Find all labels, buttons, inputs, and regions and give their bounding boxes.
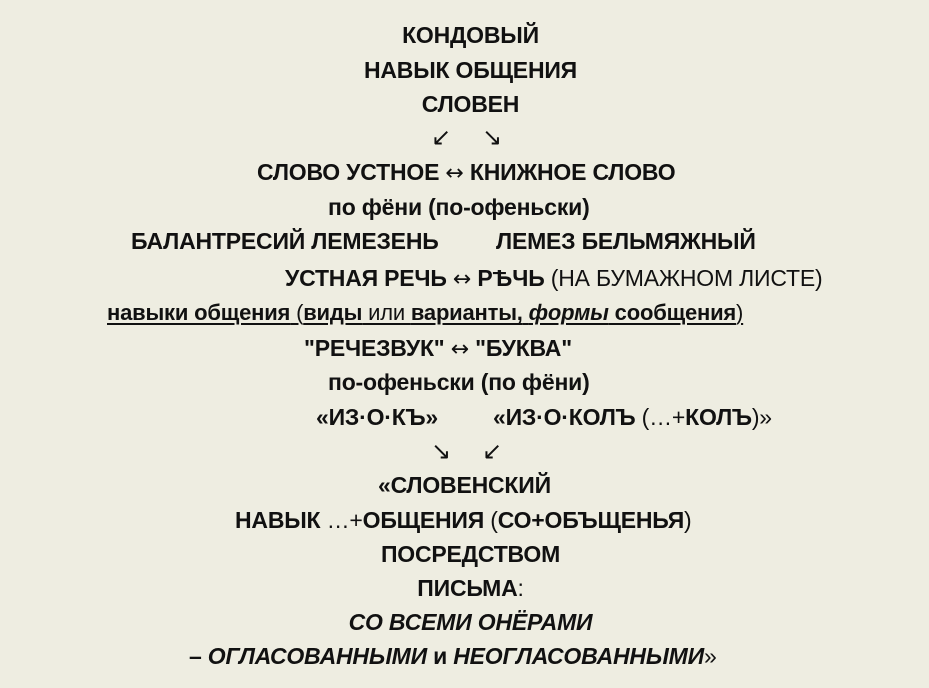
- navyk-c: ОБЩЕНИЯ: [362, 507, 485, 533]
- onery-line: [0, 608, 929, 636]
- skills-i: ): [736, 300, 744, 325]
- rechezvuk-text: "РЕЧЕЗВУК": [304, 335, 445, 361]
- double-arrow-icon: ↔: [450, 337, 469, 362]
- navyk-f: ): [684, 507, 692, 533]
- word-book-text: КНИЖНОЕ СЛОВО: [469, 159, 676, 185]
- izokol-a: «ИЗ·О·КОЛЪ: [493, 404, 636, 430]
- speech-oral-text: УСТНАЯ РЕЧЬ: [285, 265, 447, 291]
- navyk-e: СО+ОБЪЩЕНЬЯ: [497, 507, 685, 533]
- skills-line: [107, 299, 743, 327]
- lemez-text: ЛЕМЕЗ БЕЛЬМЯЖНЫЙ: [496, 228, 756, 254]
- posredstvom-text: ПОСРЕДСТВОМ: [380, 541, 561, 567]
- izok-text: «ИЗ·О·КЪ»: [316, 404, 438, 430]
- title-line: [0, 21, 929, 49]
- speech-line: [285, 264, 822, 294]
- final-c: и: [426, 643, 454, 669]
- subtitle-line: [0, 56, 929, 84]
- fenya-1-bold: по фёни: [328, 194, 422, 220]
- skills-d: или: [362, 300, 411, 325]
- fenya-2-bold: по-офеньски: [328, 369, 475, 395]
- arrow-right-down-icon: ↘: [482, 123, 503, 151]
- fenya-2-rest: (по фёни): [474, 369, 590, 395]
- balantresy-text: БАЛАНТРЕСИЙ ЛЕМЕЗЕНЬ: [131, 228, 439, 254]
- double-arrow-icon: ↔: [452, 267, 472, 292]
- skills-a: навыки общения: [107, 300, 291, 325]
- fenya-1-rest: (по-офеньски): [421, 194, 590, 220]
- slovensky-text: «СЛОВЕНСКИЙ: [378, 472, 551, 498]
- navyk-a: НАВЫК: [235, 507, 321, 533]
- speech-paper-bold: РѢЧЬ: [477, 265, 545, 291]
- izokol-d: )»: [751, 404, 772, 430]
- navyk-b: …+: [320, 507, 363, 533]
- word-oral-text: СЛОВО УСТНОЕ: [257, 159, 440, 185]
- sloven-line: [0, 90, 929, 118]
- izokol-b: (…+: [635, 404, 686, 430]
- arrow-left-down-icon: ↙: [431, 123, 452, 151]
- arrow-left-down-icon: ↙: [482, 437, 503, 465]
- navyk-line: [235, 506, 692, 534]
- skills-c: виды: [303, 300, 363, 325]
- pisma-line: [0, 574, 929, 602]
- double-arrow-icon: ↔: [445, 161, 464, 186]
- title-text: КОНДОВЫЙ: [402, 22, 539, 48]
- skills-e: варианты,: [410, 300, 523, 325]
- onery-text: СО ВСЕМИ ОНЁРАМИ: [348, 609, 593, 635]
- izokol-c: КОЛЪ: [685, 404, 752, 430]
- slovensky-line: [378, 471, 551, 499]
- speech-paper-rest: (НА БУМАЖНОМ ЛИСТЕ): [544, 265, 823, 291]
- final-e: »: [703, 643, 717, 669]
- pisma-b: :: [517, 575, 524, 601]
- arrow-right-down-icon: ↘: [431, 437, 452, 465]
- word-line: [257, 158, 675, 188]
- bukva-text: "БУКВА": [475, 335, 572, 361]
- fenya-line-1: [328, 193, 590, 221]
- final-a: –: [189, 643, 202, 669]
- sloven-text: СЛОВЕН: [421, 91, 520, 117]
- fenya-line-2: [328, 368, 590, 396]
- skills-h: сообщения: [608, 300, 737, 325]
- final-d: НЕОГЛАСОВАННЫМИ: [453, 643, 704, 669]
- final-line: [189, 642, 717, 670]
- skills-b: (: [290, 300, 304, 325]
- izokol-line: [493, 403, 772, 431]
- subtitle-text: НАВЫК ОБЩЕНИЯ: [363, 57, 578, 83]
- final-b: ОГЛАСОВАННЫМИ: [201, 643, 427, 669]
- navyk-d: (: [484, 507, 498, 533]
- pisma-a: ПИСЬМА: [417, 575, 518, 601]
- rechezvuk-line: [304, 334, 572, 364]
- skills-g: формы: [528, 300, 609, 325]
- posredstvom-line: [0, 540, 929, 568]
